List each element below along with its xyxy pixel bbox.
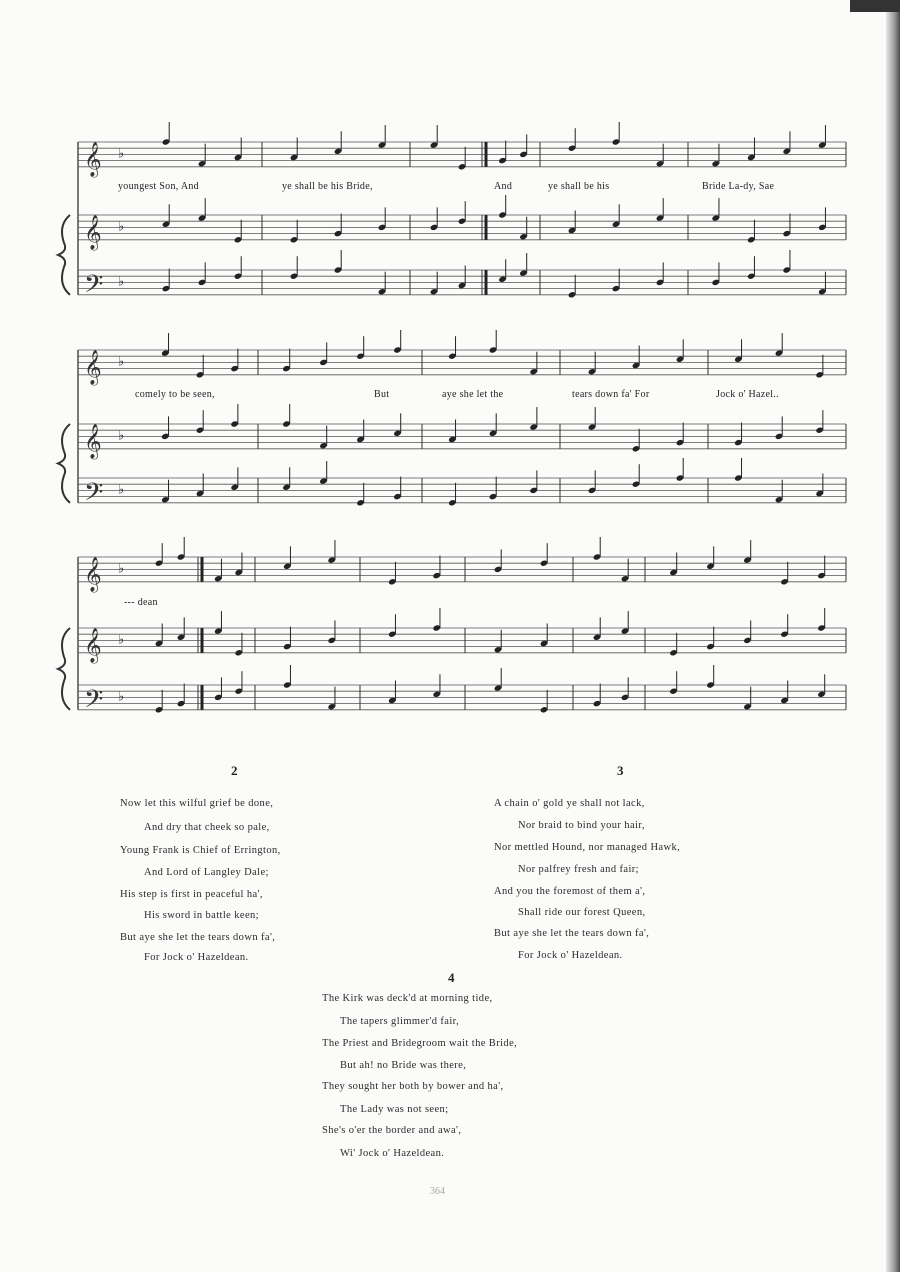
- piano-brace: [58, 424, 70, 503]
- flat-sign: ♭: [118, 482, 125, 498]
- treble-clef: 𝄞: [84, 627, 102, 663]
- flat-sign: ♭: [118, 219, 125, 235]
- verse-2-line-2: And dry that cheek so pale,: [144, 822, 270, 833]
- verse-2-line-5: His step is first in peaceful ha',: [120, 889, 263, 900]
- page-number: 364: [430, 1186, 445, 1197]
- lyric-s2-3: aye she let the: [442, 389, 504, 400]
- verse-4-line-3: The Priest and Bridegroom wait the Bride,: [322, 1038, 518, 1049]
- flat-sign: ♭: [118, 561, 125, 577]
- verse-2-line-7: But aye she let the tears down fa',: [120, 932, 276, 943]
- verse-3-line-6: Shall ride our forest Queen,: [518, 907, 646, 918]
- flat-sign: ♭: [118, 428, 125, 444]
- flat-sign: ♭: [118, 354, 125, 370]
- flat-sign: ♭: [118, 689, 125, 705]
- verse-4-number: 4: [448, 970, 455, 985]
- bass-clef: 𝄢: [84, 684, 104, 720]
- verse-3-line-7: But aye she let the tears down fa',: [494, 928, 650, 939]
- verse-3-line-2: Nor braid to bind your hair,: [518, 820, 645, 831]
- lyric-s1-4: ye shall be his: [548, 181, 610, 192]
- verse-4-line-5: They sought her both by bower and ha',: [322, 1081, 504, 1092]
- lyric-s2-1: comely to be seen,: [135, 389, 215, 400]
- verse-3-line-8: For Jock o' Hazeldean.: [518, 950, 623, 961]
- piano-brace: [58, 628, 70, 710]
- piano-brace: [58, 215, 70, 295]
- verse-3-line-5: And you the foremost of them a',: [494, 886, 646, 897]
- verse-3-line-1: A chain o' gold ye shall not lack,: [494, 798, 645, 809]
- verse-4-line-8: Wi' Jock o' Hazeldean.: [340, 1148, 445, 1159]
- lyric-s1-2: ye shall be his Bride,: [282, 181, 373, 192]
- verse-2-line-3: Young Frank is Chief of Errington,: [120, 845, 281, 856]
- verse-3-line-3: Nor mettled Hound, nor managed Hawk,: [494, 842, 681, 853]
- lyric-s1-3: And: [494, 181, 513, 192]
- verse-2-line-6: His sword in battle keen;: [144, 910, 259, 921]
- verse-2-line-4: And Lord of Langley Dale;: [144, 867, 269, 878]
- verse-3-number: 3: [617, 763, 624, 778]
- lyric-s2-4: tears down fa' For: [572, 389, 650, 400]
- bass-clef: 𝄢: [84, 269, 104, 305]
- flat-sign: ♭: [118, 146, 125, 162]
- lyric-s3-1: --- dean: [124, 597, 158, 608]
- verse-2-line-1: Now let this wilful grief be done,: [120, 798, 274, 809]
- verse-4-line-2: The tapers glimmer'd fair,: [340, 1016, 460, 1027]
- treble-clef: 𝄞: [84, 349, 102, 385]
- flat-sign: ♭: [118, 274, 125, 290]
- treble-clef: 𝄞: [84, 556, 102, 592]
- verse-4-line-6: The Lady was not seen;: [340, 1104, 449, 1115]
- verse-2-number: 2: [231, 763, 238, 778]
- treble-clef: 𝄞: [84, 214, 102, 250]
- bass-clef: 𝄢: [84, 477, 104, 513]
- score-systems: [58, 122, 846, 720]
- treble-clef: 𝄞: [84, 141, 102, 177]
- verse-3-line-4: Nor palfrey fresh and fair;: [518, 864, 639, 875]
- flat-sign: ♭: [118, 632, 125, 648]
- verse-4-line-7: She's o'er the border and awa',: [322, 1125, 462, 1136]
- lyric-s2-5: Jock o' Hazel..: [716, 389, 779, 400]
- lyric-s1-5: Bride La-dy, Sae: [702, 181, 775, 192]
- verse-4-line-4: But ah! no Bride was there,: [340, 1060, 467, 1071]
- lyric-s1-1: youngest Son, And: [118, 181, 199, 192]
- lyric-s2-2: But: [374, 389, 390, 400]
- treble-clef: 𝄞: [84, 423, 102, 459]
- verse-4-line-1: The Kirk was deck'd at morning tide,: [322, 993, 493, 1004]
- verse-2-line-8: For Jock o' Hazeldean.: [144, 952, 249, 963]
